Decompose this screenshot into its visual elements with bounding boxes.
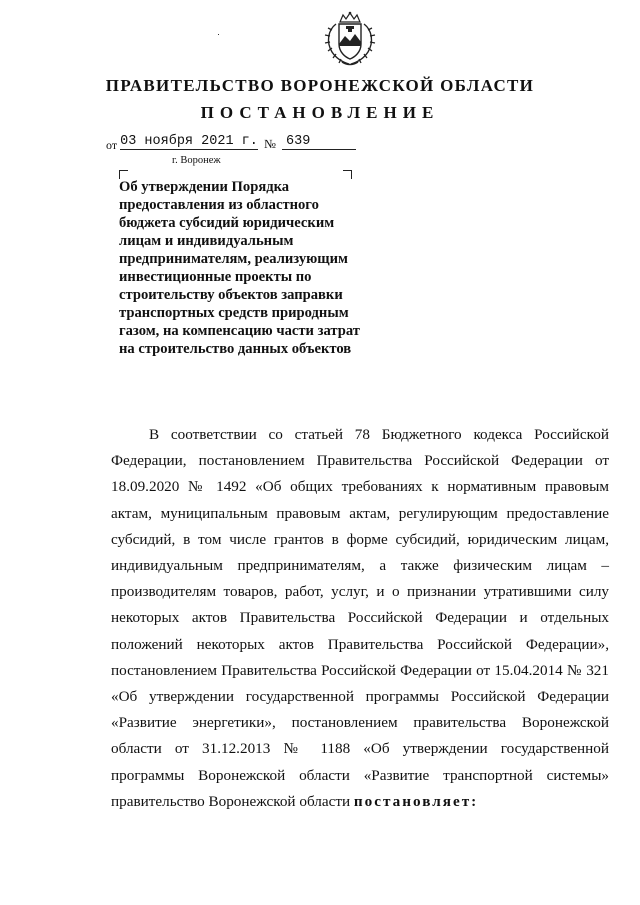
date-prefix: от: [106, 138, 118, 152]
date-number-row: [106, 133, 366, 155]
resolves-keyword: постановляет:: [353, 792, 479, 810]
document-type-heading: ПОСТАНОВЛЕНИЕ: [200, 103, 440, 122]
coat-of-arms-icon: [322, 10, 378, 68]
government-title: ПРАВИТЕЛЬСТВО ВОРОНЕЖСКОЙ ОБЛАСТИ: [105, 76, 535, 95]
scan-speck: [218, 34, 219, 35]
city-label: г. Воронеж: [172, 155, 221, 166]
preamble-text: В соответствии со статьей 78 Бюджетного кодекса Российской Федерации, постановлением Правительства Российской Федерации от 18.09.2020 № 1492 «Об общих требованиях к нормативным правовым актам, муниципальным правовым актам, регулирующим предоставление субсидий, в том числе грантов в форме субсидий, юридическим лицам, индивидуальным предпринимателям, а также физическим лицам – производителям товаров, работ, услуг, и о признании утратившими силу некоторых актов Правительства Российской Федерации и отдельных положений некоторых актов Правительства Российской Федерации», постановлением Правительства Российской Федерации от 15.04.2014 № 321 «Об утверждении государственной программы Российской Федерации «Развитие энергетики», постановлением правительства Воронежской области от 31.12.2013 № 1188 «Об утверждении государственной программы Воронежской области «Развитие транспортной системы» правительство Воронежской области: [111, 426, 609, 810]
document-date: 03 ноября 2021 г.: [120, 134, 258, 149]
document-number: 639: [282, 134, 356, 150]
number-label: №: [264, 137, 276, 151]
document-subject: Об утверждении Порядка предоставления из областного бюджета субсидий юридическим лицам и индивидуальным предпринимателям, реализующим инвестиционные проекты по строительству объектов заправки транспортных средств природным газом, на компенсацию части затрат на строительство данных объектов: [119, 179, 360, 357]
preamble-paragraph: [111, 422, 609, 815]
